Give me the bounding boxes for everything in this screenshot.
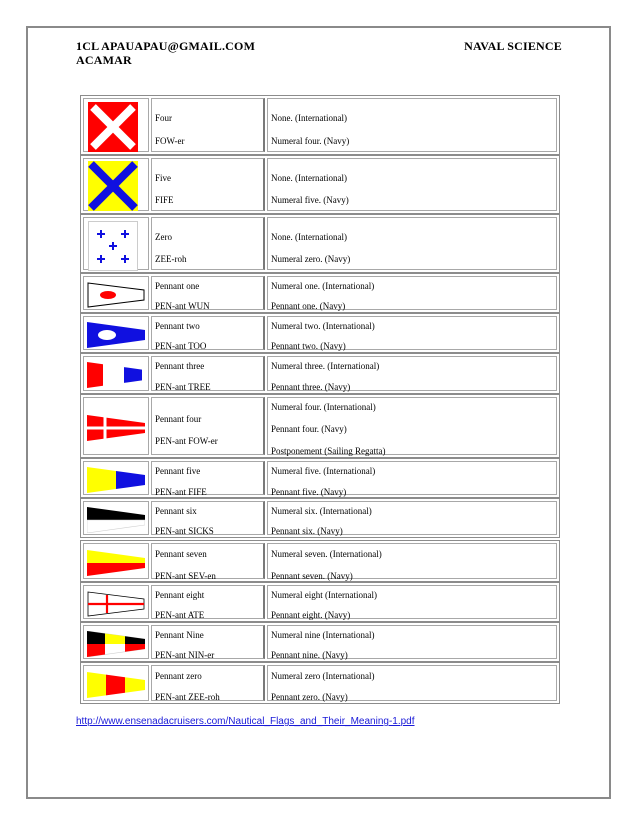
flag-row-pennant-three xyxy=(80,353,560,394)
flag-meaning-cell xyxy=(267,501,557,535)
flag-pronunciation: PEN-ant TREE xyxy=(155,382,211,392)
flag-cell xyxy=(83,276,149,310)
flag-name-cell xyxy=(151,461,265,495)
flag-cell xyxy=(83,665,149,701)
flag-name-cell xyxy=(151,665,265,701)
flag-name: Pennant two xyxy=(155,321,200,331)
flag-meaning: Numeral eight (International) xyxy=(271,590,377,600)
pennant-two-icon xyxy=(87,322,145,348)
flag-meaning: Numeral five. (Navy) xyxy=(271,195,349,205)
flag-meaning: Numeral one. (International) xyxy=(271,281,375,291)
flag-meaning: Numeral four. (Navy) xyxy=(271,136,350,146)
flag-name-cell xyxy=(151,501,265,535)
flag-pronunciation: PEN-ant SICKS xyxy=(155,526,214,536)
pennant-nine-icon xyxy=(87,631,145,657)
flag-meaning: Numeral six. (International) xyxy=(271,506,372,516)
pennant-seven-icon xyxy=(87,550,145,576)
flag-row-four xyxy=(80,95,560,155)
flag-name-cell xyxy=(151,217,265,270)
flag-meaning: Numeral five. (International) xyxy=(271,466,376,476)
flag-cell xyxy=(83,397,149,455)
flag-meaning-cell xyxy=(267,543,557,579)
flag-name: Pennant Nine xyxy=(155,630,204,640)
flag-meaning: Pennant seven. (Navy) xyxy=(271,571,353,581)
flag-name: Five xyxy=(155,173,172,183)
flag-name: Zero xyxy=(155,232,172,242)
flag-name-cell xyxy=(151,98,265,152)
flag-meaning: Numeral two. (International) xyxy=(271,321,375,331)
flag-meaning: Numeral nine (International) xyxy=(271,630,375,640)
flag-meaning: Numeral seven. (International) xyxy=(271,549,382,559)
flag-meaning-cell xyxy=(267,158,557,211)
flag-pronunciation: PEN-ant WUN xyxy=(155,301,210,311)
flag-meaning-cell xyxy=(267,461,557,495)
flag-meaning: Pennant five. (Navy) xyxy=(271,487,347,497)
flag-meaning: Numeral zero (International) xyxy=(271,671,375,681)
flag-name: Pennant five xyxy=(155,466,201,476)
pennant-three-icon xyxy=(87,362,145,388)
flag-cell xyxy=(83,158,149,211)
flag-cell xyxy=(83,461,149,495)
flag-name: Pennant one xyxy=(155,281,200,291)
flag-meaning: Pennant four. (Navy) xyxy=(271,424,347,434)
flag-meaning: Pennant nine. (Navy) xyxy=(271,650,348,660)
flag-name-cell xyxy=(151,356,265,391)
flag-pronunciation: PEN-ant NIN-er xyxy=(155,650,215,660)
header-subject: NAVAL SCIENCE xyxy=(464,39,562,53)
pennant-six-icon xyxy=(87,507,145,533)
flag-row-zero xyxy=(80,214,560,273)
flag-meaning-cell xyxy=(267,585,557,619)
flag-cell xyxy=(83,217,149,270)
flag-meaning: Pennant eight. (Navy) xyxy=(271,610,351,620)
flag-pronunciation: PEN-ant ZEE-roh xyxy=(155,692,220,702)
flag-name-cell xyxy=(151,316,265,350)
flag-meaning-cell xyxy=(267,276,557,310)
flag-cell xyxy=(83,585,149,619)
flag-meaning: None. (International) xyxy=(271,113,347,123)
flag-row-pennant-two xyxy=(80,313,560,353)
flag-cell xyxy=(83,356,149,391)
flag-zero-icon xyxy=(88,221,138,271)
pennant-four-icon xyxy=(87,415,145,441)
flag-meaning: Numeral zero. (Navy) xyxy=(271,254,351,264)
pennant-eight-icon xyxy=(87,591,145,617)
flag-pronunciation: PEN-ant FIFE xyxy=(155,487,207,497)
flag-name: Pennant three xyxy=(155,361,205,371)
flag-four-icon xyxy=(88,102,138,152)
header-name: ACAMAR xyxy=(76,53,132,67)
flag-name: Pennant eight xyxy=(155,590,205,600)
flag-meaning: Numeral four. (International) xyxy=(271,402,376,412)
flag-row-pennant-nine xyxy=(80,622,560,662)
flag-name-cell xyxy=(151,625,265,659)
flag-name: Pennant six xyxy=(155,506,197,516)
flag-row-pennant-six xyxy=(80,498,560,538)
flag-pronunciation: ZEE-roh xyxy=(155,254,187,264)
flag-name-cell xyxy=(151,397,265,455)
source-link[interactable]: http://www.ensenadacruisers.com/Nautical_Flags_and_Their_Meaning-1.pdf xyxy=(76,716,415,727)
flag-meaning: Pennant three. (Navy) xyxy=(271,382,351,392)
flag-row-pennant-five xyxy=(80,458,560,498)
flag-row-pennant-four xyxy=(80,394,560,458)
pennant-one-icon xyxy=(87,282,145,308)
header-left xyxy=(76,39,255,67)
flag-meaning: Postponement (Sailing Regatta) xyxy=(271,446,386,456)
flag-row-pennant-one xyxy=(80,273,560,313)
flag-name-cell xyxy=(151,585,265,619)
flag-name-cell xyxy=(151,276,265,310)
flag-name-cell xyxy=(151,543,265,579)
flag-meaning: None. (International) xyxy=(271,173,347,183)
header-email: 1CL APAUAPAU@GMAIL.COM xyxy=(76,39,256,53)
flag-meaning: None. (International) xyxy=(271,232,347,242)
flag-meaning-cell xyxy=(267,217,557,270)
flag-name: Pennant seven xyxy=(155,549,207,559)
flag-meaning-cell xyxy=(267,356,557,391)
flag-meaning: Pennant two. (Navy) xyxy=(271,341,346,351)
flag-meaning-cell xyxy=(267,316,557,350)
flag-cell xyxy=(83,98,149,152)
flag-name: Pennant zero xyxy=(155,671,202,681)
flag-meaning-cell xyxy=(267,98,557,152)
pennant-zero-icon xyxy=(87,672,145,698)
flag-pronunciation: FOW-er xyxy=(155,136,185,146)
flag-cell xyxy=(83,501,149,535)
flag-cell xyxy=(83,316,149,350)
flag-row-pennant-zero xyxy=(80,662,560,704)
flag-name: Pennant four xyxy=(155,414,202,424)
flag-cell xyxy=(83,625,149,659)
flag-meaning: Pennant one. (Navy) xyxy=(271,301,346,311)
flag-meaning-cell xyxy=(267,397,557,455)
flag-name-cell xyxy=(151,158,265,211)
pennant-five-icon xyxy=(87,467,145,493)
flag-cell xyxy=(83,543,149,579)
flag-row-five xyxy=(80,155,560,214)
flag-pronunciation: PEN-ant FOW-er xyxy=(155,436,218,446)
flag-row-pennant-eight xyxy=(80,582,560,622)
flag-pronunciation: FIFE xyxy=(155,195,174,205)
flag-five-icon xyxy=(88,161,138,211)
flag-meaning: Pennant zero. (Navy) xyxy=(271,692,348,702)
flag-pronunciation: PEN-ant TOO xyxy=(155,341,207,351)
flag-name: Four xyxy=(155,113,173,123)
flag-meaning: Numeral three. (International) xyxy=(271,361,380,371)
flag-row-pennant-seven xyxy=(80,540,560,582)
flag-meaning-cell xyxy=(267,625,557,659)
flag-pronunciation: PEN-ant SEV-en xyxy=(155,571,216,581)
flag-meaning-cell xyxy=(267,665,557,701)
flag-pronunciation: PEN-ant ATE xyxy=(155,610,205,620)
flag-meaning: Pennant six. (Navy) xyxy=(271,526,343,536)
